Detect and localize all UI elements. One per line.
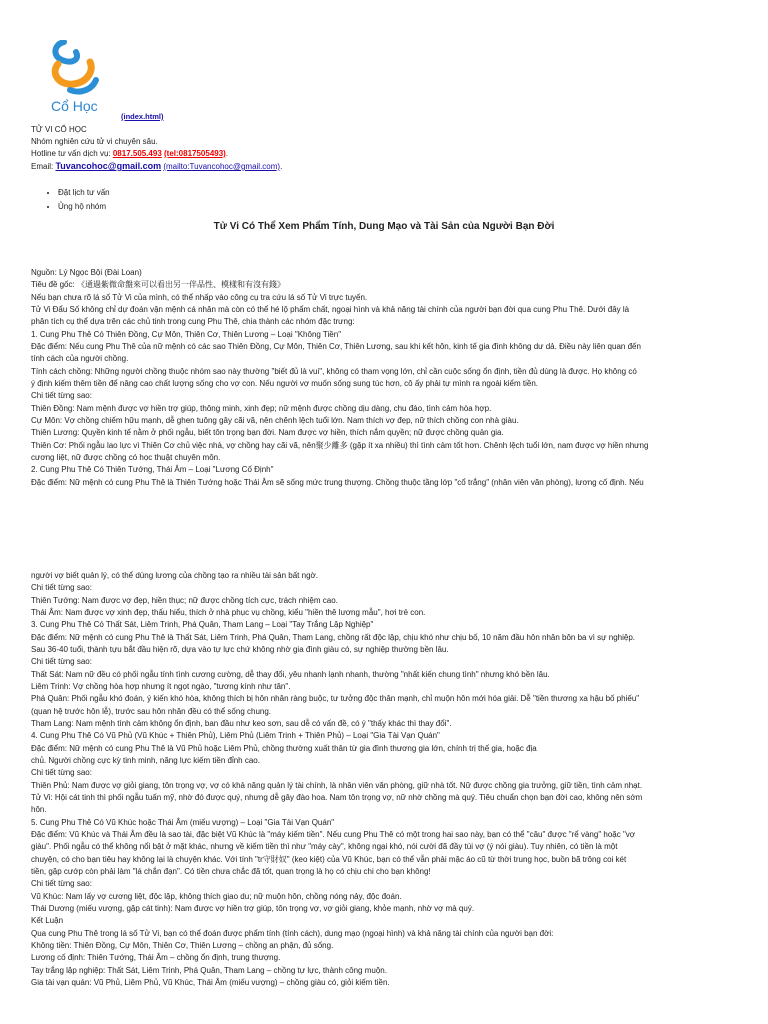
article-line: Vũ Khúc: Nam lấy vợ cương liệt, độc lập, không thích giao du; nữ muộn hôn, chồng nóng nảy, độc đoán. [31,892,402,901]
hotline-number-link[interactable]: 0817.505.493 [112,149,162,158]
article-line: Thất Sát: Nam nữ đều có phối ngẫu tính tình cương cường, dễ thay đổi, yêu nhanh lạnh nhanh, thường "nhất kiến chung tình" nhưng khó bền lâu. [31,670,550,679]
article-line: 5. Cung Phu Thê Có Vũ Khúc hoặc Thái Âm (miếu vượng) – Loại "Gia Tài Vạn Quán" [31,818,335,827]
article-line: Chi tiết từng sao: [31,879,92,888]
article-line: Nguồn: Lý Ngọc Bội (Đài Loan) [31,268,142,277]
article-line: tiền, gặp cướp còn phải làm "lá chắn đạn". Có tiền chưa chắc đã tốt, quan trọng là họ có chịu chi cho bạn không! [31,867,431,876]
article-line: Liêm Trinh: Vợ chồng hòa hợp nhưng ít ngọt ngào, "tương kính như tân". [31,682,291,691]
article-line: Chi tiết từng sao: [31,657,92,666]
article-line: Thái Âm: Nam được vợ xinh đẹp, thấu hiểu, thích ở nhà phục vụ chồng, kiểu "hiền thê lương mẫu", hơi trẻ con. [31,608,426,617]
article-line: Chi tiết từng sao: [31,583,92,592]
article-line: Thái Dương (miếu vượng, gặp cát tinh): Nam được vợ hiền trợ giúp, tôn trọng vợ, vợ giỏi giang, khỏe mạnh, nhờ vợ mà quý. [31,904,475,913]
article-line: hôn. [31,805,47,814]
article-line: 3. Cung Phu Thê Có Thất Sát, Liêm Trinh, Phá Quân, Tham Lang – Loại "Tay Trắng Lập Nghiệp" [31,620,374,629]
co-hoc-logo-icon[interactable] [50,40,102,98]
hotline-label: Hotline tư vấn dịch vụ: [31,149,113,158]
site-header [31,124,751,172]
site-name: TỬ VI CỔ HỌC [31,125,87,134]
article-line: Thiên Tướng: Nam được vợ đẹp, hiền thục; nữ được chồng tích cực, trách nhiệm cao. [31,596,338,605]
article-line: Chi tiết từng sao: [31,391,92,400]
email-line [31,160,751,172]
nav-item-support[interactable]: • Ủng hộ nhóm [58,200,110,214]
article-line: Đặc điểm: Nữ mệnh có cung Phu Thê là Thất Sát, Liêm Trinh, Phá Quân, Tham Lang, chồng rất độc lập, chịu khó như chịu bố, 10 năm đầu hôn nhân bôn ba vì sự nghiệp. [31,633,635,642]
index-link[interactable]: (index.html) [121,112,164,121]
article-line: Đặc điểm: Nữ mệnh có cung Phu Thê là Vũ Phủ hoặc Liêm Phủ, chồng thường xuất thân từ gia đình thương gia lớn, chính trị thế gia, hoặc địa [31,744,537,753]
article-line: Chi tiết từng sao: [31,768,92,777]
article-line: giàu". Phối ngẫu có thể không nổi bật ở mặt khác, nhưng về kiếm tiền thì như "máy cày", không ngại khó, nói cười đã đầy túi vợ (ý nói giàu). Tuy nhiên, có tiền là một [31,842,618,851]
article-line: Đặc điểm: Nữ mệnh có cung Phu Thê là Thiên Tướng hoặc Thái Âm sẽ sống mức trung thượng. Chồng thuộc tầng lớp "cổ trắng" (nhân viên văn phòng), lương cố định. Nếu [31,478,644,487]
article-line: 1. Cung Phu Thê Có Thiên Đồng, Cự Môn, Thiên Cơ, Thiên Lương – Loại "Không Tiền" [31,330,342,339]
email-label: Email: [31,162,56,171]
email-link[interactable]: Tuvancohoc@gmail.com [55,161,162,171]
article-section-2 [31,570,766,989]
logo-text[interactable]: Cổ Học [51,98,98,114]
site-tagline: Nhóm nghiên cứu tử vi chuyên sâu. [31,137,158,146]
article-section-1 [31,267,766,489]
article-line: 4. Cung Phu Thê Có Vũ Phủ (Vũ Khúc + Thiên Phủ), Liêm Phủ (Liêm Trinh + Thiên Phủ) – Loại "Gia Tài Vạn Quán" [31,731,440,740]
article-line: tính cách của người chồng. [31,354,129,363]
article-line: chủ. Người chồng cực kỳ tinh minh, năng lực kiếm tiền đỉnh cao. [31,756,260,765]
hotline-line [31,148,751,160]
article-line: người vợ biết quản lý, có thể dùng lương của chồng tạo ra nhiều tài sản bất ngờ. [31,571,318,580]
article-line: Tính cách chồng: Những người chồng thuộc nhóm sao này thường "biết đủ là vui", không có tham vọng lớn, chỉ cần cuộc sống ổn định, tiền đủ dùng là được. Họ không có [31,367,637,376]
article-line: Đặc điểm: Nếu cung Phu Thê của nữ mệnh có các sao Thiên Đồng, Cự Môn, Thiên Cơ, Thiên Lương, sau khi kết hôn, kinh tế gia đình không dư dả. Điều này liên quan đến [31,342,641,351]
article-line: Qua cung Phu Thê trong lá số Tử Vi, bạn có thể đoán được phẩm tính (tính cách), dung mạo (ngoại hình) và khả năng tài chính của người bạn đời: [31,929,554,938]
article-line: Nếu bạn chưa rõ lá số Tử Vi của mình, có thể nhấp vào công cụ tra cứu lá số Tử Vi trực tuyến. [31,293,368,302]
nav-item-booking[interactable]: • Đặt lịch tư vấn [58,186,110,200]
article-line: Tay trắng lập nghiệp: Thất Sát, Liêm Trinh, Phá Quân, Tham Lang – chồng tự lực, thành công muộn. [31,966,387,975]
email-mailto-link[interactable]: (mailto:Tuvancohoc@gmail.com) [163,162,281,171]
article-line: (quan hệ trước hôn lễ), trước sau hôn nhân đều có thể sống chung. [31,707,272,716]
article-line: Lương cố định: Thiên Tướng, Thái Âm – chồng ổn định, trung thượng. [31,953,281,962]
article-line: Thiên Phủ: Nam được vợ giỏi giang, tôn trọng vợ, vợ có khả năng quản lý tài chính, là nhân viên văn phòng, giữ nhà tốt. Nữ được chồng gia trưởng, giữ tiền, tình cảm nhạt. [31,781,643,790]
article-line: Tử Vi: Hội cát tinh thì phối ngẫu tuấn mỹ, nhờ đó được quý, nhưng dễ gây đào hoa. Nam tôn trọng vợ, nữ nhờ chồng mà quý. Tiêu chuẩn chọn bạn đời cao, không nên sớm [31,793,643,802]
article-line: 2. Cung Phu Thê Có Thiên Tướng, Thái Âm – Loại "Lương Cố Định" [31,465,274,474]
article-line: chuyện, có cho bạn tiêu hay không lại là chuyện khác. Với tính "tr守財奴" (keo kiệt) của Vũ Khúc, bạn có thể vẫn phải mặc áo cũ từ thời trung học, buồn bã trông coi két [31,855,627,864]
email-end: . [280,162,283,171]
article-line: Sau 36-40 tuổi, thành tựu bắt đầu hiện rõ, dựa vào tự lực chứ không nhờ gia đình giàu có, sự nghiệp thường bền lâu. [31,645,449,654]
article-line: ý định kiếm thêm tiền để nâng cao chất lượng sống cho vợ con. Nếu người vợ muốn sống sung túc hơn, cô ấy phải tự mình ra ngoài kiếm tiền. [31,379,539,388]
article-line: Thiên Đồng: Nam mệnh được vợ hiền trợ giúp, thông minh, xinh đẹp; nữ mệnh được chồng dịu dàng, chu đáo, tình cảm hòa hợp. [31,404,492,413]
hotline-tel-link[interactable]: (tel:0817505493) [164,149,226,158]
article-line: cương liệt, nữ được chồng có học thuật chuyên môn. [31,453,221,462]
article-line: Cự Môn: Vợ chồng chiếm hữu mạnh, dễ ghen tuông gây cãi vã, nên chênh lệch tuổi lớn. Nam thích vợ đẹp, nữ thích chồng con nhà giàu. [31,416,519,425]
article-line: Tham Lang: Nam mệnh tình cảm không ổn định, ban đầu như keo sơn, sau dễ có vấn đề, có ý "thấy khác thì thay đổi". [31,719,452,728]
nav-list [48,186,110,214]
article-line: Phá Quân: Phối ngẫu khó đoán, ý kiến khó hòa, không thích bị hôn nhân ràng buộc, tư tưởng độc thân mạnh, chỉ muộn hôn mới hóa giải. Dễ "tiền thương xa hậu bố phiếu" [31,694,640,703]
article-line: Gia tài vạn quán: Vũ Phủ, Liêm Phủ, Vũ Khúc, Thái Âm (miếu vượng) – chồng giàu có, giỏi kiếm tiền. [31,978,390,987]
article-line: Thiên Lương: Quyền kinh tế nằm ở phối ngẫu, biết tôn trọng bạn đời. Nam được vợ hiền, thích nắm quyền; nữ được chồng quản gia. [31,428,504,437]
article-line: Không tiền: Thiên Đồng, Cự Môn, Thiên Cơ, Thiên Lương – chồng an phận, đủ sống. [31,941,334,950]
article-title: Tử Vi Có Thể Xem Phẩm Tính, Dung Mạo và Tài Sản của Người Bạn Đời [213,221,555,232]
hotline-end: . [225,149,229,158]
article-line: Tử Vi Đẩu Số không chỉ dự đoán vận mệnh cá nhân mà còn có thể hé lộ phẩm chất, ngoại hình và khả năng tài chính của người bạn đời qua cung Phu Thê. Dưới đây là [31,305,630,314]
article-line: Kết Luận [31,916,64,925]
article-line: Đặc điểm: Vũ Khúc và Thái Âm đều là sao tài, đặc biệt Vũ Khúc là "máy kiếm tiền". Nếu cung Phu Thê có một trong hai sao này, bạn có thể "câu" được "rể vàng" hoặc "vợ [31,830,636,839]
article-line: Tiêu đề gốc: 《通過紫微命盤來可以看出另一伴品性、模樣和有沒有錢》 [31,280,285,289]
article-line: phân tích cụ thể dựa trên các chủ tinh trong cung Phu Thê, chia thành các nhóm đặc trưng: [31,317,355,326]
article-line: Thiên Cơ: Phối ngẫu lao lực vì Thiên Cơ chủ việc nhà, vợ chồng hay cãi vã, nên聚少離多 (gặp ít xa nhiều) thì tình cảm tốt hơn. Chênh lệch tuổi lớn, nam được vợ hiền nhưng [31,441,649,450]
